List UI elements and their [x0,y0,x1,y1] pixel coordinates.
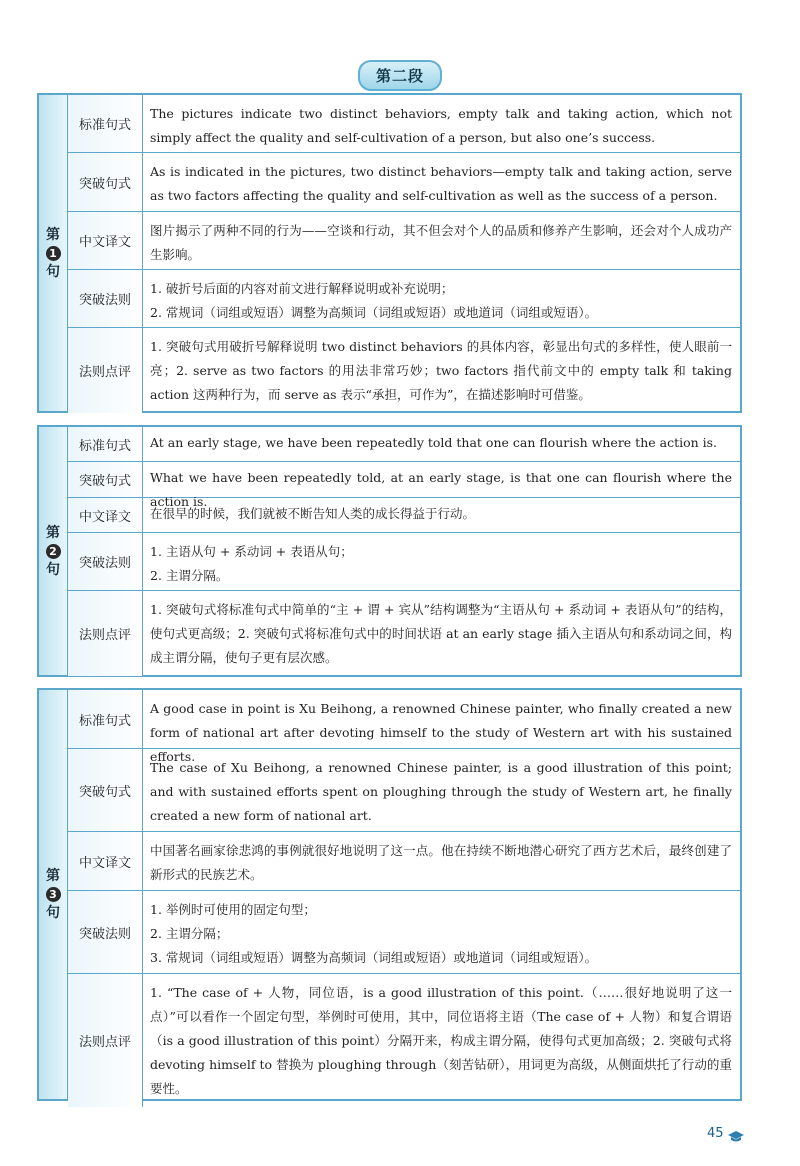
page-number: 45 [707,1126,724,1141]
sentence-block-3 [37,688,742,1101]
row-breakthrough: 突破句式 What we have been repeatedly told, at an early stage, is that one can flourish where the action is. [68,462,740,498]
row-rules: 突破法则 1. 举例时可使用的固定句型； 2. 主谓分隔； 3. 常规词（词组或短语）调整为高频词（词组或短语）或地道词（词组或短语）。 [68,891,740,974]
sentence-side-label: 第 3 句 [39,690,68,1099]
row-breakthrough: 突破句式 The case of Xu Beihong, a renowned Chinese painter, is a good illustration of this point; and with sustained efforts spent on ploughing through the study of Western art, he finally created a new form of national art. [68,749,740,832]
graduation-cap-icon [728,1131,744,1143]
row-standard: 标准句式 A good case in point is Xu Beihong, a renowned Chinese painter, who finally created a new form of national art after devoting himself to the study of Western art with his sustained efforts. [68,690,740,749]
row-rules: 突破法则 1. 破折号后面的内容对前文进行解释说明或补充说明； 2. 常规词（词组或短语）调整为高频词（词组或短语）或地道词（词组或短语）。 [68,270,740,328]
sentence-number-badge: 2 [46,544,61,559]
row-breakthrough: 突破句式 As is indicated in the pictures, two distinct behaviors—empty talk and taking action, serve as two factors affecting the quality and self-cultivation as well as the success of a person. [68,153,740,212]
sentence-number-badge: 1 [46,246,61,261]
sentence-block-1 [37,93,742,413]
sentence-number-badge: 3 [46,887,61,902]
sentence-side-label: 第 1 句 [39,95,68,411]
sentence-block-2 [37,425,742,677]
row-standard: 标准句式 At an early stage, we have been repeatedly told that one can flourish where the action is. [68,427,740,462]
row-standard: 标准句式 The pictures indicate two distinct behaviors, empty talk and taking action, which not simply affect the quality and self-cultivation of a person, but also one’s success. [68,95,740,153]
section-header [0,60,800,91]
row-translation: 中文译文 中国著名画家徐悲鸿的事例就很好地说明了这一点。他在持续不断地潜心研究了西方艺术后，最终创建了新形式的民族艺术。 [68,832,740,891]
sentence-side-label: 第 2 句 [39,427,68,675]
row-translation: 中文译文 图片揭示了两种不同的行为——空谈和行动，其不但会对个人的品质和修养产生影响，还会对个人成功产生影响。 [68,212,740,270]
section-title: 第二段 [358,60,442,91]
row-rules: 突破法则 1. 主语从句 + 系动词 + 表语从句； 2. 主谓分隔。 [68,533,740,591]
row-comment: 法则点评 1. 突破句式将标准句式中简单的“主 + 谓 + 宾从”结构调整为“主语从句 + 系动词 + 表语从句”的结构，使句式更高级；2. 突破句式将标准句式中的时间状语 at an early stage 插入主语从句和系动词之间，构成主谓分隔，使句子更有层次感。 [68,591,740,676]
row-translation: 中文译文 在很早的时候，我们就被不断告知人类的成长得益于行动。 [68,498,740,533]
row-comment: 法则点评 1. 突破句式用破折号解释说明 two distinct behaviors 的具体内容，彰显出句式的多样性，使人眼前一亮；2. serve as two factors 的用法非常巧妙；two factors 指代前文中的 empty talk 和 taking action 这两种行为，而 serve as 表示“承担，可作为”，在描述影响时可借鉴。 [68,328,740,413]
row-comment: 法则点评 1. “The case of + 人物，同位语，is a good illustration of this point.（……很好地说明了这一点）”可以看作一个固定句型，举例时可使用，其中，同位语将主语（The case of + 人物）和复合谓语（is a good illustration of this point）分隔开来，构成主谓分隔，使得句式更加高级；2. 突破句式将 devoting himself to 替换为 ploughing through（刻苦钻研），用词更为高级，从侧面烘托了行动的重要性。 [68,974,740,1107]
